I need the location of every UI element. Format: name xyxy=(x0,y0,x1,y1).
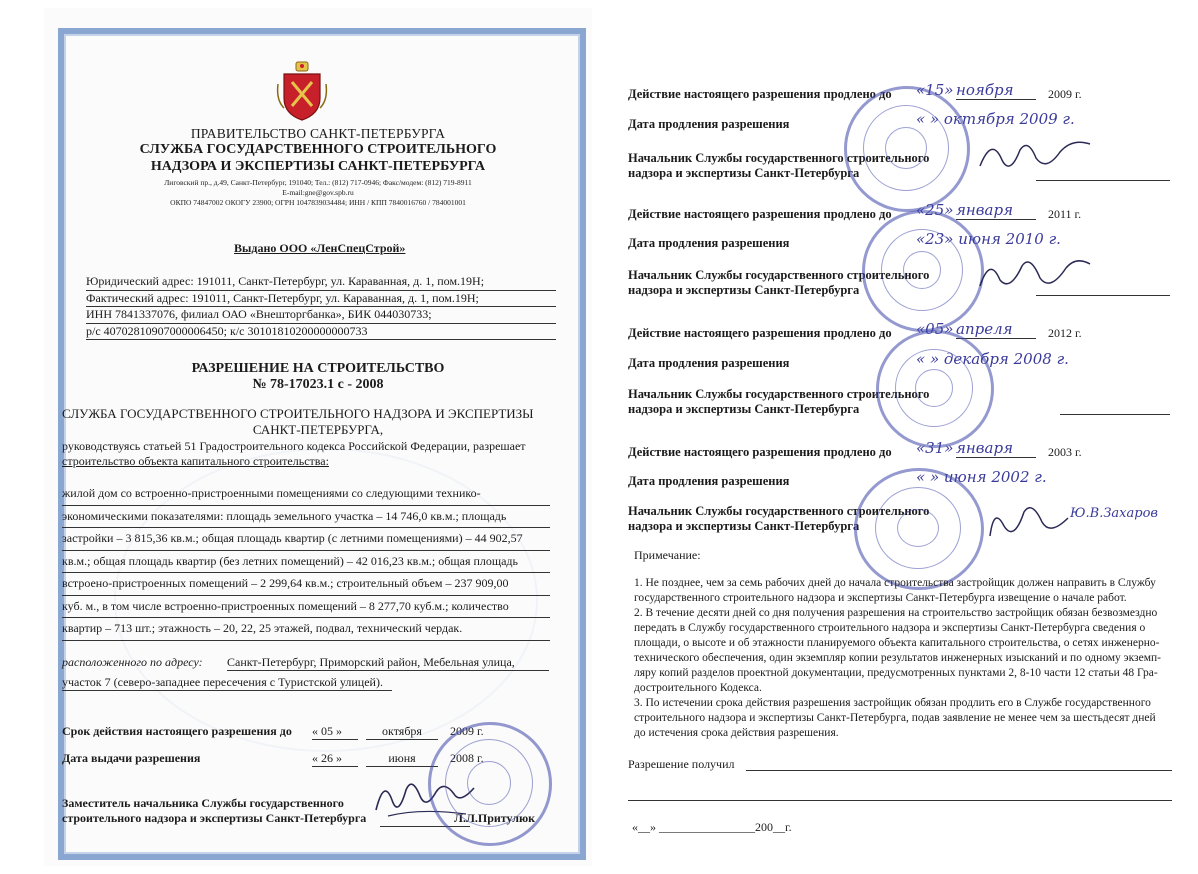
object-line: экономическими показателями: площадь земельного участка – 14 746,0 кв.м.; площадь xyxy=(62,506,550,529)
validity-day: « 05 » xyxy=(312,724,358,740)
extension-4-day: «31» xyxy=(916,439,954,457)
body-line3: руководствуясь статьей 51 Градостроительного кодекса Российской Федерации, разрешает xyxy=(62,439,526,453)
requisites-block xyxy=(86,274,556,340)
notes-block xyxy=(634,576,1194,741)
signature-line xyxy=(1036,180,1170,181)
stamp-icon xyxy=(428,722,552,846)
last-signer-name: Ю.В.Захаров xyxy=(1070,506,1158,521)
stamp-icon xyxy=(862,210,984,332)
extension-3-year: 2012 г. xyxy=(1048,326,1082,340)
bottom-date: «__» ________________200__г. xyxy=(632,820,792,834)
note-line: строительного надзора и экспертизы Санкт-Петербурга, подав заявление не менее чем за шестьдесят дней xyxy=(634,712,1156,724)
extension-2-chief-line1: Начальник Службы государственного строительного xyxy=(628,268,930,282)
service-title-line1: СЛУЖБА ГОСУДАРСТВЕННОГО СТРОИТЕЛЬНОГО xyxy=(139,142,497,157)
note-line: достроительного Кодекса. xyxy=(634,682,762,694)
issued-to: Выдано ООО «ЛенСпецСтрой» xyxy=(234,241,406,255)
body-line4: строительство объекта капитального строительства: xyxy=(62,454,329,468)
extension-1-date-label: Дата продления разрешения xyxy=(628,117,790,131)
object-line: жилой дом со встроенно-пристроенными помещениями со следующими технико- xyxy=(62,483,550,506)
object-line: встроено-пристроенных помещений – 2 299,64 кв.м.; строительный объем – 237 909,00 xyxy=(62,573,550,596)
validity-month: октября xyxy=(366,724,438,740)
location-value-2: участок 7 (северо-западнее пересечения с Туристской улицей). xyxy=(62,675,392,691)
object-line: квартир – 713 шт.; этажность – 20, 22, 25 этажей, подвал, технический чердак. xyxy=(62,618,550,641)
government-title: ПРАВИТЕЛЬСТВО САНКТ-ПЕТЕРБУРГА xyxy=(190,126,446,141)
extension-4-label: Действие настоящего разрешения продлено до xyxy=(628,445,892,459)
issue-date-label: Дата выдачи разрешения xyxy=(62,751,201,765)
address-line: Лиговский пр., д.49, Санкт-Петербург, 191040; Тел.: (812) 717-0946; Факс/модем: (812) 719-8911 xyxy=(164,178,472,187)
coat-of-arms-icon xyxy=(276,60,328,122)
signature-line xyxy=(1060,414,1170,415)
stamp-icon xyxy=(844,86,970,212)
extension-3-date-label: Дата продления разрешения xyxy=(628,356,790,370)
note-line: до истечения срока действия разрешения. xyxy=(634,727,839,739)
email-line: E-mail:gne@gov.spb.ru xyxy=(282,188,354,197)
issue-day: « 26 » xyxy=(312,751,358,767)
extension-2-label: Действие настоящего разрешения продлено до xyxy=(628,207,892,221)
note-line: площади, о высоте и об этажности планируемого объекта капитального строительства, о сетях инженерно- xyxy=(634,637,1160,649)
validity-label: Срок действия настоящего разрешения до xyxy=(62,724,292,738)
extension-4-year: 2003 г. xyxy=(1048,445,1082,459)
validity-year: 2009 г. xyxy=(450,724,484,738)
permit-back-page xyxy=(596,30,1196,870)
requisite-line: р/с 40702810907000006450; к/с 30101810200000000733 xyxy=(86,324,556,341)
extension-4-date-label: Дата продления разрешения xyxy=(628,474,790,488)
requisite-line: Юридический адрес: 191011, Санкт-Петербург, ул. Караванная, д. 1, пом.19Н; xyxy=(86,274,556,291)
extension-1-chief-line2: надзора и экспертизы Санкт-Петербурга xyxy=(628,166,860,180)
location-value: Санкт-Петербург, Приморский район, Мебельная улица, xyxy=(227,655,549,671)
extension-3-label: Действие настоящего разрешения продлено до xyxy=(628,326,892,340)
stamp-icon xyxy=(876,330,994,448)
permit-number: № 78-17023.1 с - 2008 xyxy=(252,377,384,392)
object-line: куб. м., в том числе встроенно-пристроенных помещений – 8 277,70 куб.м.; количество xyxy=(62,596,550,619)
signature-icon xyxy=(984,496,1074,546)
signer-position-line1: Заместитель начальника Службы государственного xyxy=(62,796,344,810)
note-line: 3. По истечении срока действия разрешения застройщик обязан продлить его в Службе государственного xyxy=(634,697,1151,709)
extension-2-month: января xyxy=(956,201,1036,220)
signature-icon xyxy=(976,130,1096,180)
issue-year: 2008 г. xyxy=(450,751,484,765)
extension-4-month: января xyxy=(956,439,1036,458)
extension-3-chief-line1: Начальник Службы государственного строительного xyxy=(628,387,930,401)
received-line-2 xyxy=(628,800,1172,801)
note-line: государственного строительного надзора и экспертизы Санкт-Петербурга извещение о начале работ. xyxy=(634,592,1127,604)
extension-4-chief-line1: Начальник Службы государственного строительного xyxy=(628,504,930,518)
extension-2-day: «25» xyxy=(916,201,954,219)
signer-name: Л.Л.Притулюк xyxy=(454,811,536,825)
extension-2-date-label: Дата продления разрешения xyxy=(628,236,790,250)
location-label: расположенного по адресу: xyxy=(62,655,203,669)
body-line2: САНКТ-ПЕТЕРБУРГА, xyxy=(252,422,384,437)
received-line xyxy=(746,770,1172,771)
codes-line: ОКПО 74847002 ОКОГУ 23900; ОГРН 1047839034484; ИНН / КПП 7840016760 / 784001001 xyxy=(170,198,466,207)
note-line: 1. Не позднее, чем за семь рабочих дней до начала строительства застройщик должен направить в Службу xyxy=(634,577,1156,589)
requisite-line: ИНН 7841337076, филиал ОАО «Внешторгбанка», БИК 044030733; xyxy=(86,307,556,324)
note-line: технического обеспечения, один экземпляр копии результатов инженерных изысканий и по одному экземп- xyxy=(634,652,1161,664)
service-title-line2: НАДЗОРА И ЭКСПЕРТИЗЫ САНКТ-ПЕТЕРБУРГА xyxy=(150,159,486,174)
extension-1-date-value: « » октября 2009 г. xyxy=(916,110,1075,128)
extension-3-date-value: « » декабря 2008 г. xyxy=(916,350,1069,368)
permit-title: РАЗРЕШЕНИЕ НА СТРОИТЕЛЬСТВО xyxy=(191,361,445,376)
extension-2-year: 2011 г. xyxy=(1048,207,1082,221)
extension-2-date-value: «23» июня 2010 г. xyxy=(916,230,1061,248)
note-line: 2. В течение десяти дней со дня получения разрешения на строительство застройщик обязан безвозмездно xyxy=(634,607,1158,619)
object-line: кв.м.; общая площадь квартир (без летних помещений) – 42 016,23 кв.м.; общая площадь xyxy=(62,551,550,574)
notes-title: Примечание: xyxy=(634,548,701,562)
extension-4-chief-line2: надзора и экспертизы Санкт-Петербурга xyxy=(628,519,860,533)
permit-front-page xyxy=(44,8,592,866)
extension-1-month: ноября xyxy=(956,81,1036,100)
signature-icon xyxy=(976,248,1096,298)
stamp-icon xyxy=(854,468,984,590)
object-description xyxy=(62,483,550,641)
extension-1-chief-line1: Начальник Службы государственного строительного xyxy=(628,151,930,165)
extension-4-date-value: « » июня 2002 г. xyxy=(916,468,1047,486)
note-line: передать в Службу государственного строительного надзора и экспертизы Санкт-Петербурга сведения о xyxy=(634,622,1146,634)
body-line1: СЛУЖБА ГОСУДАРСТВЕННОГО СТРОИТЕЛЬНОГО НАДЗОРА И ЭКСПЕРТИЗЫ xyxy=(62,406,534,421)
received-label: Разрешение получил xyxy=(628,757,735,771)
extension-3-month: апреля xyxy=(956,320,1036,339)
requisite-line: Фактический адрес: 191011, Санкт-Петербург, ул. Караванная, д. 1, пом.19Н; xyxy=(86,291,556,308)
extension-3-chief-line2: надзора и экспертизы Санкт-Петербурга xyxy=(628,402,860,416)
extension-1-year: 2009 г. xyxy=(1048,87,1082,101)
extension-1-label: Действие настоящего разрешения продлено до xyxy=(628,87,892,101)
signer-position-line2: строительного надзора и экспертизы Санкт-Петербурга xyxy=(62,811,367,825)
extension-3-day: «05» xyxy=(916,320,954,338)
extension-1-day: «15» xyxy=(916,81,954,99)
issue-month: июня xyxy=(366,751,438,767)
object-line: застройки – 3 815,36 кв.м.; общая площадь квартир (с летними помещениями) – 44 902,57 xyxy=(62,528,550,551)
extension-2-chief-line2: надзора и экспертизы Санкт-Петербурга xyxy=(628,283,860,297)
note-line: ляру копий разделов проектной документации, предусмотренных пунктами 2, 8-10 части 12 статьи 48 Гра- xyxy=(634,667,1158,679)
